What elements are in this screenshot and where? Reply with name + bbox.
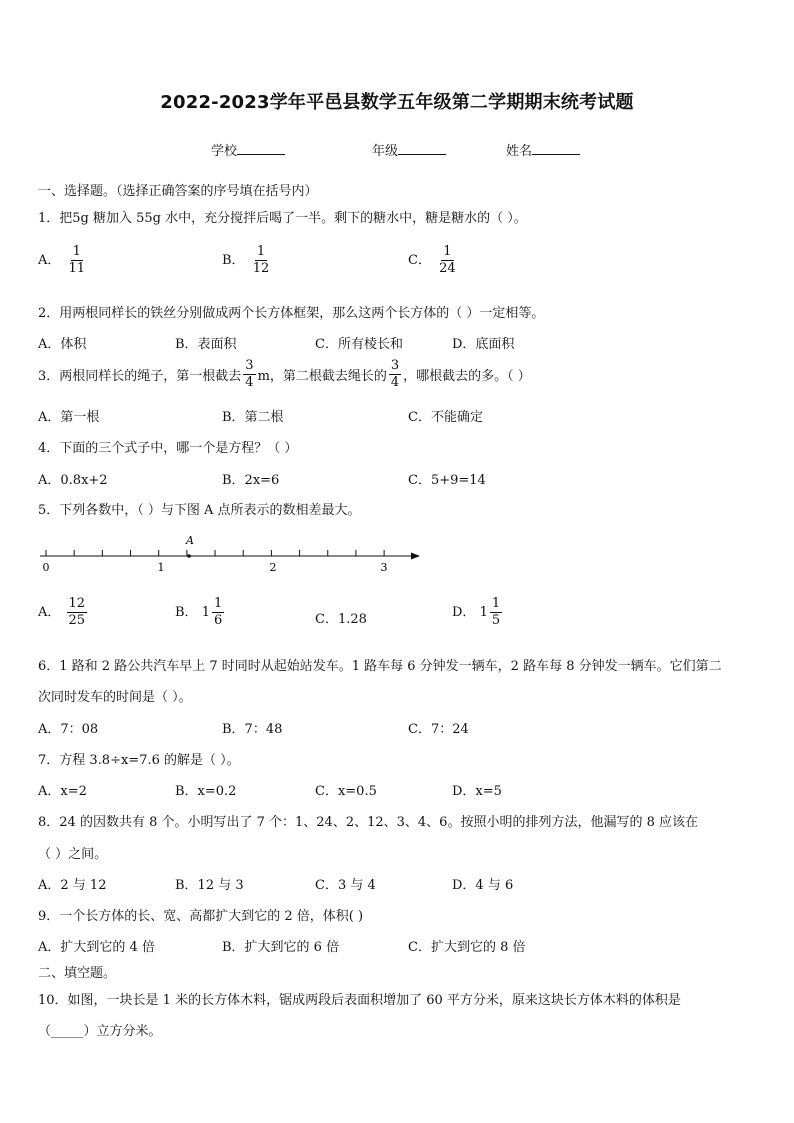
q1-option-c[interactable] <box>408 244 460 277</box>
tick-label-0: 0 <box>42 561 50 572</box>
number-line-ticks <box>46 550 384 556</box>
q1-option-c-label: C． <box>408 253 431 268</box>
number-line-arrow-icon <box>411 553 420 560</box>
q3-option-b[interactable]: B．第二根 <box>222 410 284 425</box>
q9-option-b[interactable]: B．扩大到它的 6 倍 <box>222 940 340 955</box>
q5-option-d-mixed-number: 1 $\frac{1}{5}$ <box>479 596 501 628</box>
q3-text-part2: m，第二根截去绳长的 <box>257 369 387 384</box>
q9-option-a[interactable]: A．扩大到它的 4 倍 <box>38 940 155 955</box>
question-6-line-2: 次同时发车的时间是（ ）。 <box>38 690 192 705</box>
question-8-line-2: （ ）之间。 <box>38 847 108 862</box>
point-a-marker <box>187 554 191 558</box>
q5-option-a[interactable] <box>38 596 89 629</box>
question-4: 4．下面的三个式子中，哪一个是方程？（ ） <box>38 441 298 456</box>
name-field <box>506 140 580 159</box>
q1-option-b-label: B． <box>222 253 245 268</box>
question-5: 5．下列各数中，（ ）与下图 A 点所表示的数相差最大。 <box>38 503 361 518</box>
section-choice-heading: 一、选择题。（选择正确答案的序号填在括号内） <box>38 184 318 199</box>
tick-label-1: 1 <box>157 561 165 572</box>
q4-option-a[interactable]: A．0.8x+2 <box>38 473 108 488</box>
q3-text-part3: ，哪根截去的多。（ ） <box>403 369 531 384</box>
q5-option-a-label: A． <box>38 605 61 620</box>
q2-option-a[interactable]: A．体积 <box>38 337 87 352</box>
grade-label: 年级 <box>372 144 399 159</box>
school-field <box>211 140 285 159</box>
q7-option-c[interactable]: C．x=0.5 <box>315 784 377 799</box>
grade-field <box>372 140 446 159</box>
section-fill-heading: 二、填空题。 <box>38 966 117 981</box>
q8-option-d[interactable]: D．4 与 6 <box>452 878 514 893</box>
q3-fraction-1: $\frac{3}{4}$ <box>245 358 254 390</box>
name-label: 姓名 <box>506 144 533 159</box>
school-label: 学校 <box>211 144 238 159</box>
q5-option-a-fraction: $\frac{12}{25}$ <box>68 596 86 628</box>
question-10-line-1: 10．如图，一块长是 1 米的长方体木料，锯成两段后表面积增加了 60 平方分米，原来这块长方体木料的体积是 <box>38 993 681 1008</box>
q5-option-d[interactable] <box>452 596 504 629</box>
question-6-line-1: 6．1 路和 2 路公共汽车早上 7 时同时从起始站发车。1 路车每 6 分钟发一辆车，2 路车每 8 分钟发一辆车。它们第二 <box>38 659 722 674</box>
q3-text-part1: 3．两根同样长的绳子，第一根截去 <box>38 369 242 384</box>
q8-option-c[interactable]: C．3 与 4 <box>315 878 376 893</box>
q1-option-a-label: A． <box>38 253 61 268</box>
q4-option-c[interactable]: C．5+9=14 <box>408 473 486 488</box>
q4-option-b[interactable]: B．2x=6 <box>222 473 280 488</box>
q6-option-b[interactable]: B．7：48 <box>222 722 283 737</box>
page-title: 2022-2023学年平邑县数学五年级第二学期期末统考试题 <box>160 92 634 113</box>
question-3 <box>38 358 531 391</box>
point-a-label: A <box>186 534 194 547</box>
q1-option-b[interactable] <box>222 244 273 277</box>
q2-option-b[interactable]: B．表面积 <box>175 337 237 352</box>
q1-option-c-fraction: $\frac{1}{24}$ <box>439 244 456 276</box>
question-8-line-1: 8．24 的因数共有 8 个。小明写出了 7 个：1、24、2、12、3、4、6。按照小明的排列方法，他漏写的 8 应该在 <box>38 815 698 830</box>
q1-option-a-fraction: $\frac{1}{11}$ <box>68 244 86 276</box>
q5-option-b-label: B． <box>175 605 198 620</box>
q5-option-b-mixed-number: 1 $\frac{1}{6}$ <box>201 596 223 628</box>
q3-option-c[interactable]: C．不能确定 <box>408 410 483 425</box>
q1-option-a[interactable] <box>38 244 89 277</box>
question-1: 1．把5g 糖加入 55g 水中，充分搅拌后喝了一半。剩下的糖水中，糖是糖水的（ ）。 <box>38 211 527 226</box>
q8-option-b[interactable]: B．12 与 3 <box>175 878 244 893</box>
tick-label-2: 2 <box>269 561 277 572</box>
q6-option-c[interactable]: C．7：24 <box>408 722 469 737</box>
q9-option-c[interactable]: C．扩大到它的 8 倍 <box>408 940 526 955</box>
q5-option-d-label: D． <box>452 605 476 620</box>
q8-option-a[interactable]: A．2 与 12 <box>38 878 107 893</box>
q3-fraction-2: $\frac{3}{4}$ <box>390 358 400 390</box>
school-blank[interactable] <box>237 142 285 155</box>
q2-option-c[interactable]: C．所有棱长和 <box>315 337 403 352</box>
number-line <box>36 530 426 572</box>
q7-option-d[interactable]: D．x=5 <box>452 784 502 799</box>
question-2: 2．用两根同样长的铁丝分别做成两个长方体框架，那么这两个长方体的（ ）一定相等。 <box>38 306 545 321</box>
q3-option-a[interactable]: A．第一根 <box>38 410 100 425</box>
q7-option-a[interactable]: A．x=2 <box>38 784 87 799</box>
q5-option-c[interactable]: C．1.28 <box>315 612 367 627</box>
grade-blank[interactable] <box>398 142 446 155</box>
question-9: 9．一个长方体的长、宽、高都扩大到它的 2 倍，体积( ) <box>38 909 364 924</box>
question-7: 7．方程 3.8÷x=7.6 的解是（ ）。 <box>38 753 240 768</box>
q7-option-b[interactable]: B．x=0.2 <box>175 784 237 799</box>
q1-option-b-fraction: $\frac{1}{12}$ <box>252 244 270 276</box>
name-blank[interactable] <box>532 142 580 155</box>
question-10-line-2: （_____）立方分米。 <box>38 1024 162 1039</box>
tick-label-3: 3 <box>380 561 388 572</box>
q5-option-b[interactable] <box>175 596 226 629</box>
q6-option-a[interactable]: A．7：08 <box>38 722 99 737</box>
q2-option-d[interactable]: D．底面积 <box>452 337 515 352</box>
